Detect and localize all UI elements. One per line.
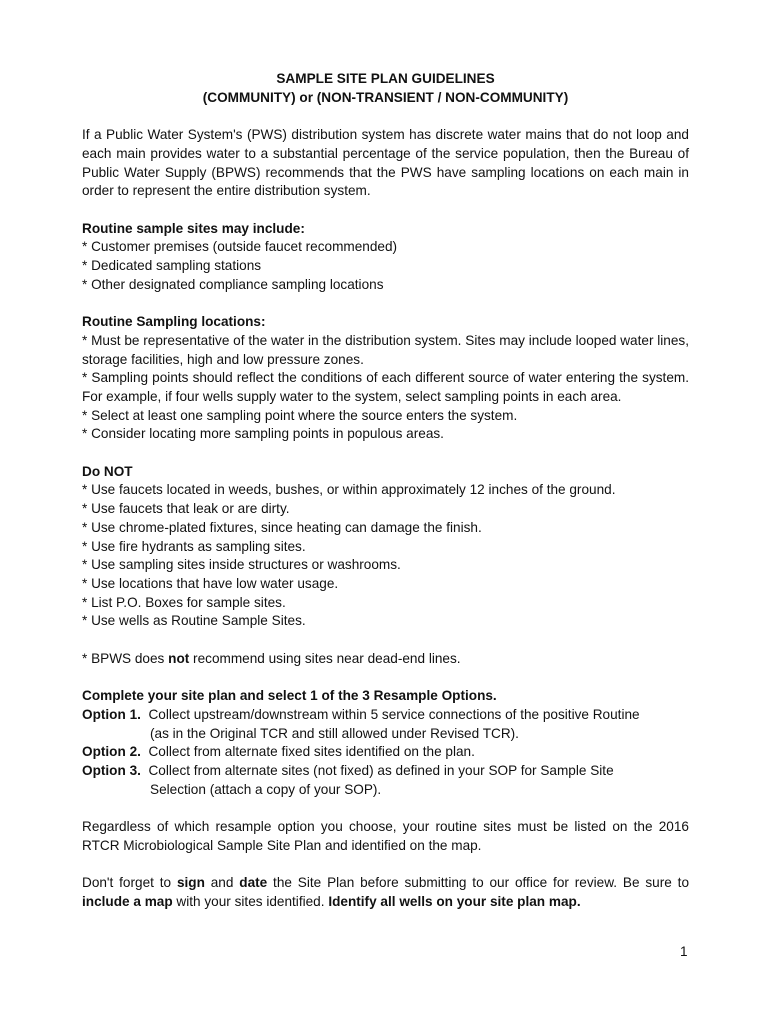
list-item: * Use wells as Routine Sample Sites. — [82, 613, 306, 629]
reminder-identify-wells: Identify all wells on your site plan map. — [328, 893, 581, 909]
bpws-note — [82, 650, 689, 669]
resample-option-1 — [82, 706, 689, 725]
regardless-paragraph: Regardless of which resample option you choose, your routine sites must be listed on the 2016 RTCR Microbiological Sample Site Plan and identified on the map. — [82, 819, 689, 853]
reminder-sign: sign — [176, 875, 205, 891]
page-number: 1 — [680, 944, 688, 959]
option-label: Option 1. — [82, 706, 141, 722]
intro-paragraph: If a Public Water System's (PWS) distribution system has discrete water mains that do not loop and each main provides water to a substantial percentage of the service population, then the Bureau of Public Water Supply (BPWS) recommends that the PWS have sampling locations on each main in order to represent the entire distribution system. — [82, 127, 689, 199]
do-not-heading: Do NOT — [82, 463, 133, 479]
list-item: * Use faucets that leak or are dirty. — [82, 501, 290, 517]
list-item: * Consider locating more sampling points in populous areas. — [82, 426, 444, 442]
option-text-continued: Selection (attach a copy of your SOP). — [150, 781, 382, 797]
resample-option-3 — [82, 762, 689, 781]
reminder-include-map: include a map — [82, 893, 173, 909]
reminder-text: Don't forget to — [82, 875, 177, 891]
list-item: * Other designated compliance sampling locations — [82, 276, 384, 292]
reminder-paragraph — [82, 874, 689, 911]
reminder-text: the Site Plan before submitting to our office for review. Be sure to — [267, 875, 690, 891]
list-item: * Select at least one sampling point where the source enters the system. — [82, 407, 518, 423]
bpws-note-suffix: recommend using sites near dead-end lines. — [189, 650, 461, 666]
resample-option-2 — [82, 743, 689, 762]
list-item: * Use locations that have low water usage. — [82, 575, 339, 591]
routine-locations-heading: Routine Sampling locations: — [82, 314, 266, 330]
document-page — [82, 70, 689, 912]
list-item: * Use chrome-plated fixtures, since heating can damage the finish. — [82, 519, 482, 535]
option-text: Collect from alternate sites (not fixed) as defined in your SOP for Sample Site — [148, 762, 614, 778]
reminder-text: with your sites identified. — [172, 893, 329, 909]
document-subtitle: (COMMUNITY) or (NON-TRANSIENT / NON-COMMUNITY) — [202, 89, 569, 105]
list-item: * Sampling points should reflect the conditions of each different source of water entering the system. For example, if four wells supply water to the system, select sampling points in each area. — [82, 370, 689, 404]
document-title: SAMPLE SITE PLAN GUIDELINES — [276, 71, 495, 86]
list-item: * Must be representative of the water in the distribution system. Sites may include looped water lines, storage facilities, high and low pressure zones. — [82, 332, 689, 367]
option-text: Collect from alternate fixed sites identified on the plan. — [148, 744, 475, 760]
resample-heading: Complete your site plan and select 1 of the 3 Resample Options. — [82, 688, 497, 704]
list-item: * Dedicated sampling stations — [82, 258, 262, 273]
option-label: Option 3. — [82, 762, 141, 778]
list-item: * Use sampling sites inside structures or washrooms. — [82, 557, 401, 573]
list-item: * List P.O. Boxes for sample sites. — [82, 594, 286, 610]
reminder-text: and — [204, 875, 240, 891]
list-item: * Use faucets located in weeds, bushes, or within approximately 12 inches of the ground. — [82, 482, 616, 498]
reminder-date: date — [239, 875, 268, 891]
bpws-note-prefix: * BPWS does — [82, 650, 169, 666]
routine-sites-heading: Routine sample sites may include: — [82, 220, 305, 236]
option-text: Collect upstream/downstream within 5 service connections of the positive Routine — [148, 706, 640, 722]
option-text-continued: (as in the Original TCR and still allowed under Revised TCR). — [150, 725, 519, 741]
list-item: * Use fire hydrants as sampling sites. — [82, 538, 306, 554]
list-item: * Customer premises (outside faucet recommended) — [82, 239, 398, 255]
option-label: Option 2. — [82, 744, 141, 760]
bpws-note-emphasis: not — [168, 650, 190, 666]
